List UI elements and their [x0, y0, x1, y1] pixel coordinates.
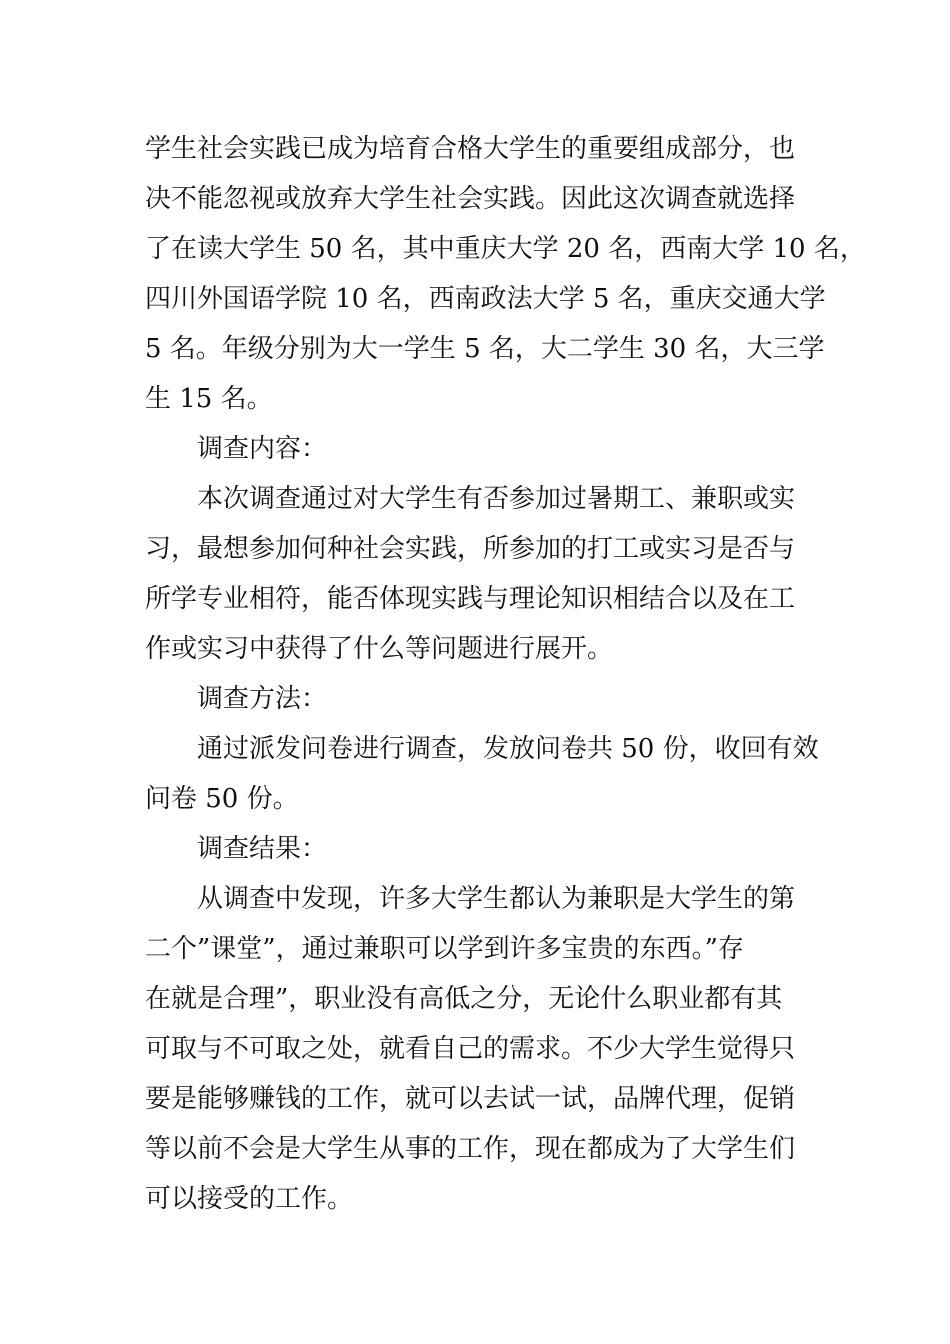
paragraph-line: 要是能够赚钱的工作，就可以去试一试，品牌代理，促销 — [145, 1084, 796, 1114]
paragraph-line: 四川外国语学院 10 名，西南政法大学 5 名，重庆交通大学 — [145, 284, 826, 314]
paragraph-line: 等以前不会是大学生从事的工作，现在都成为了大学生们 — [145, 1134, 796, 1164]
paragraph-line: 问卷 50 份。 — [145, 784, 299, 814]
paragraph-line: 所学专业相符，能否体现实践与理论知识相结合以及在工 — [145, 584, 796, 614]
section-heading-method: 调查方法： — [197, 684, 328, 714]
paragraph-line: 本次调查通过对大学生有否参加过暑期工、兼职或实 — [197, 484, 796, 514]
paragraph-line: 在就是合理”，职业没有高低之分，无论什么职业都有其 — [145, 984, 783, 1014]
paragraph-line: 决不能忽视或放弃大学生社会实践。因此这次调查就选择 — [145, 184, 796, 214]
paragraph-line: 学生社会实践已成为培育合格大学生的重要组成部分，也 — [145, 134, 796, 164]
section-heading-result: 调查结果： — [197, 834, 328, 864]
paragraph-line: 作或实习中获得了什么等问题进行展开。 — [145, 634, 614, 664]
paragraph-line: 了在读大学生 50 名，其中重庆大学 20 名，西南大学 10 名， — [145, 234, 866, 264]
section-heading-content: 调查内容： — [197, 434, 328, 464]
paragraph-line: 通过派发问卷进行调查，发放问卷共 50 份，收回有效 — [197, 734, 819, 764]
paragraph-line: 生 15 名。 — [145, 384, 273, 414]
paragraph-line: 可取与不可取之处，就看自己的需求。不少大学生觉得只 — [145, 1034, 796, 1064]
paragraph-line: 5 名。年级分别为大一学生 5 名，大二学生 30 名，大三学 — [145, 334, 825, 364]
paragraph-line: 可以接受的工作。 — [145, 1184, 354, 1214]
paragraph-line: 从调查中发现，许多大学生都认为兼职是大学生的第 — [197, 884, 796, 914]
paragraph-line: 习，最想参加何种社会实践，所参加的打工或实习是否与 — [145, 534, 796, 564]
paragraph-line: 二个”课堂”，通过兼职可以学到许多宝贵的东西。”存 — [145, 934, 744, 964]
